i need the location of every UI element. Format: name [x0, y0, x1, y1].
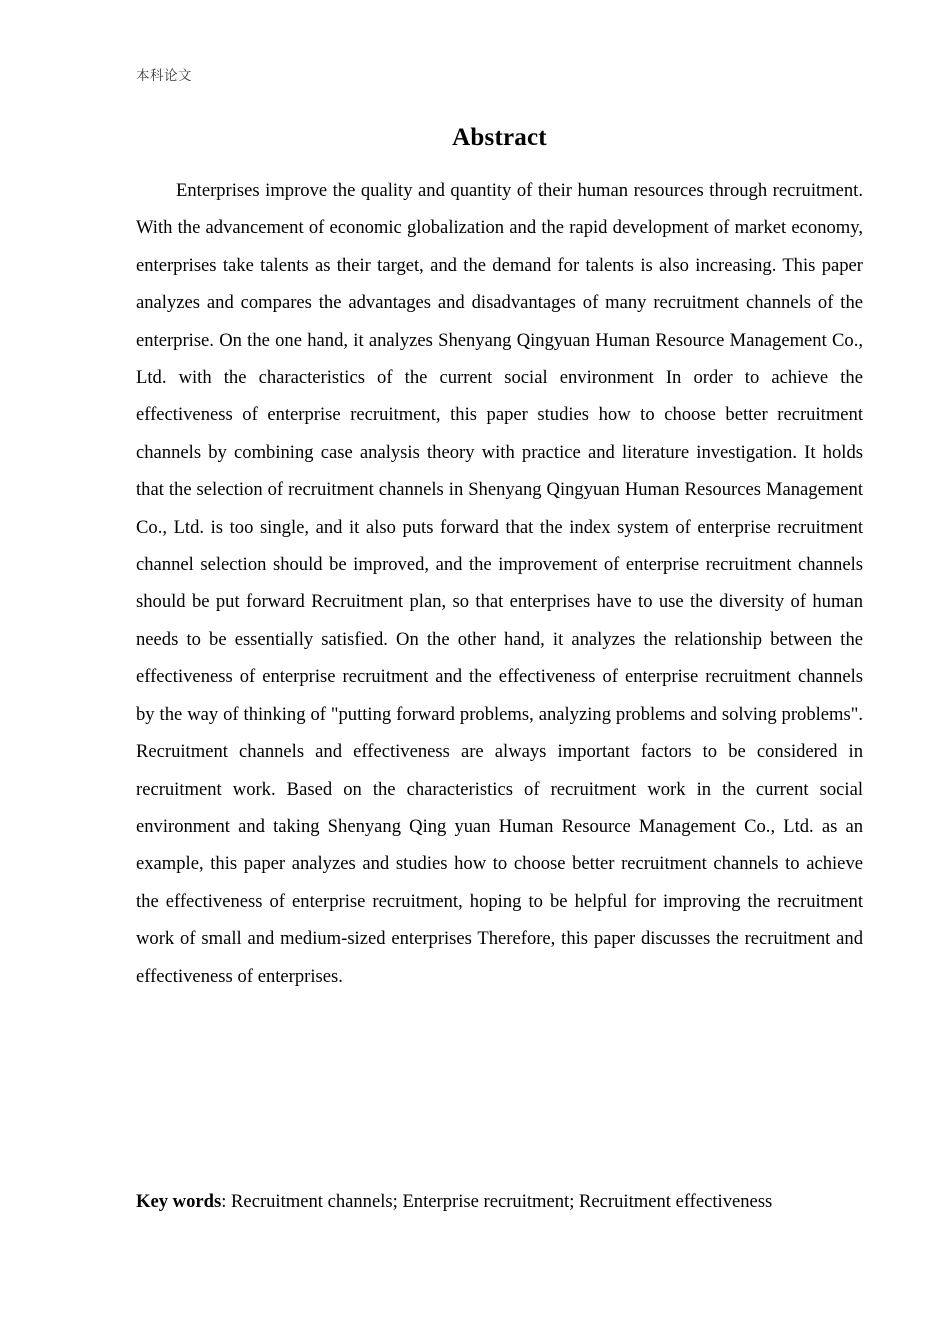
keywords-line — [136, 1187, 863, 1217]
abstract-paragraph: Enterprises improve the quality and quantity of their human resources through recruitment. With the advancement of economic globalization and the rapid development of market economy, enterprises take talents as their target, and the demand for talents is also increasing. This paper analyzes and compares the advantages and disadvantages of many recruitment channels of the enterprise. On the one hand, it analyzes Shenyang Qingyuan Human Resource Management Co., Ltd. with the characteristics of the current social environment In order to achieve the effectiveness of enterprise recruitment, this paper studies how to choose better recruitment channels by combining case analysis theory with practice and literature investigation. It holds that the selection of recruitment channels in Shenyang Qingyuan Human Resources Management Co., Ltd. is too single, and it also puts forward that the index system of enterprise recruitment channel selection should be improved, and the improvement of enterprise recruitment channels should be put forward Recruitment plan, so that enterprises have to use the diversity of human needs to be essentially satisfied. On the other hand, it analyzes the relationship between the effectiveness of enterprise recruitment and the effectiveness of enterprise recruitment channels by the way of thinking of "putting forward problems, analyzing problems and solving problems". Recruitment channels and effectiveness are always important factors to be considered in recruitment work. Based on the characteristics of recruitment work in the current social environment and taking Shenyang Qing yuan Human Resource Management Co., Ltd. as an example, this paper analyzes and studies how to choose better recruitment channels to achieve the effectiveness of enterprise recruitment, hoping to be helpful for improving the recruitment work of small and medium-sized enterprises Therefore, this paper discusses the recruitment and effectiveness of enterprises. — [136, 180, 863, 987]
keywords-value: : Recruitment channels; Enterprise recruitment; Recruitment effectiveness — [221, 1191, 773, 1212]
abstract-section — [136, 120, 863, 995]
page-title: Abstract — [452, 124, 547, 151]
running-header: 本科论文 — [136, 68, 192, 84]
keywords-label: Key words — [136, 1191, 222, 1212]
